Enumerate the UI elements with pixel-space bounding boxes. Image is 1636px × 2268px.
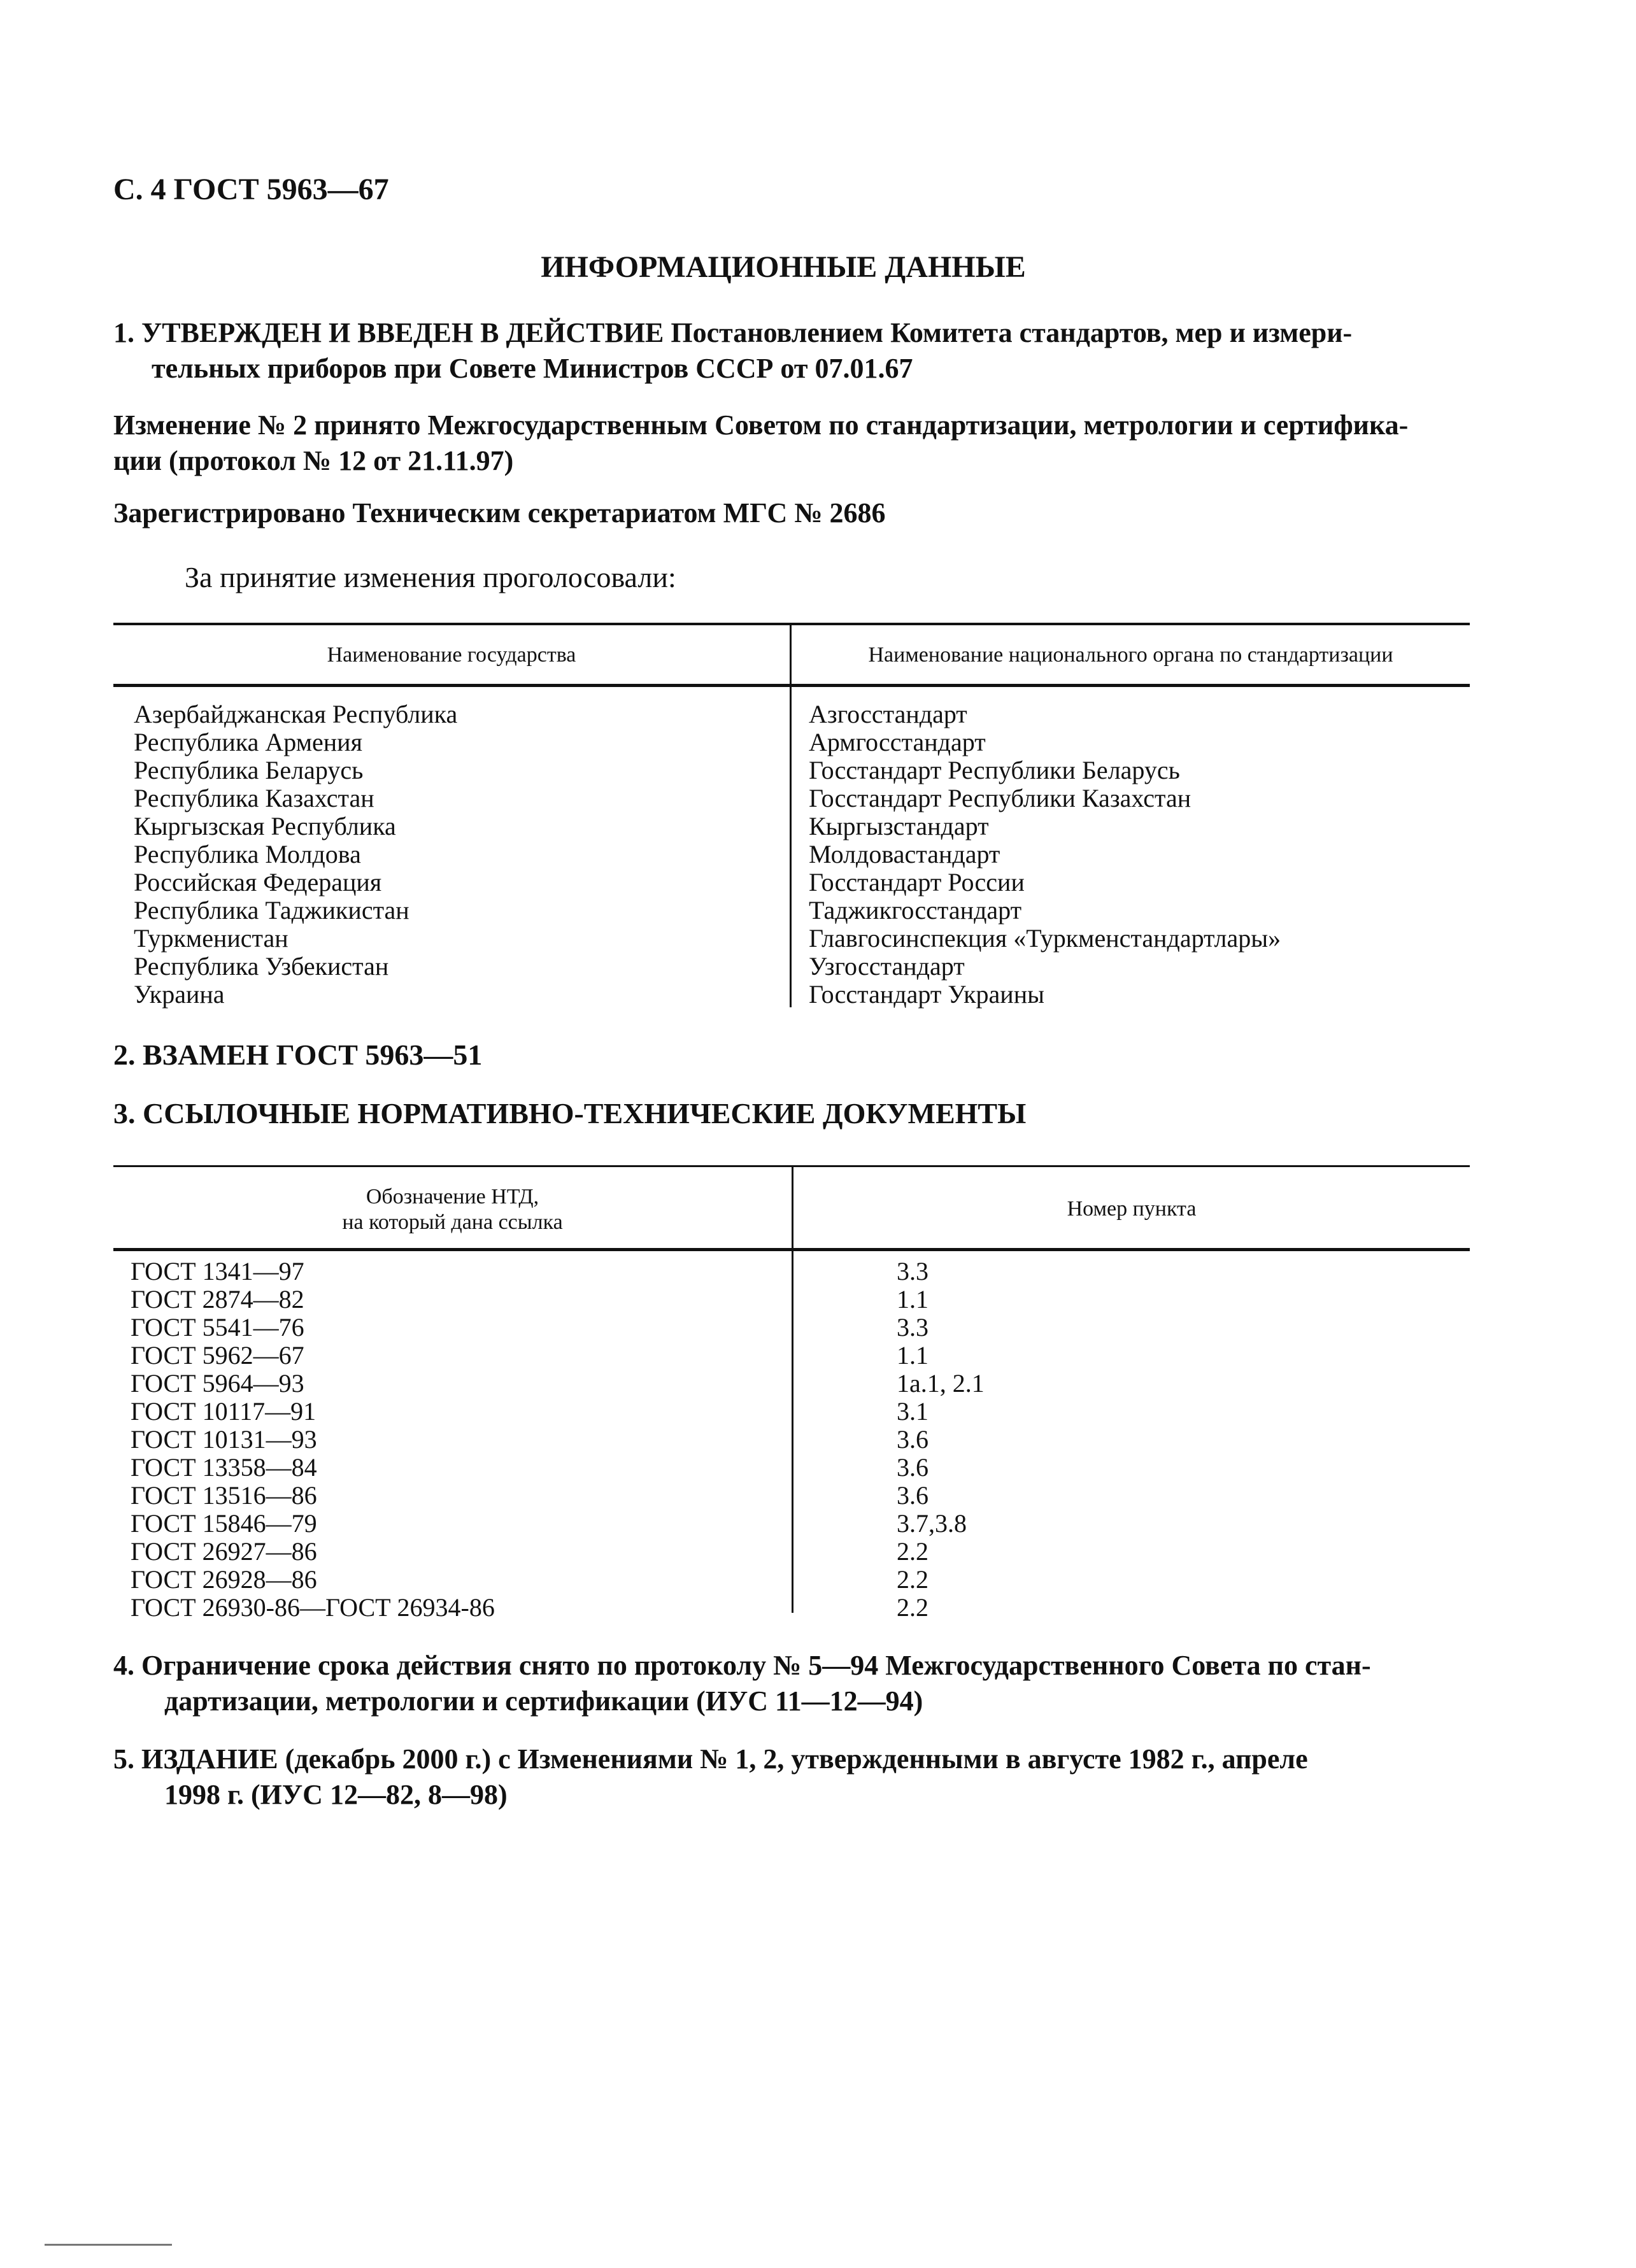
ref-item-row: 3.1 — [897, 1397, 928, 1426]
ref-item-row: 2.2 — [897, 1593, 928, 1622]
body-row: Госстандарт Республики Казахстан — [809, 784, 1191, 812]
body-row: Таджикгосстандарт — [809, 896, 1022, 925]
ref-table-divider — [792, 1167, 793, 1613]
state-row: Республика Армения — [134, 728, 362, 756]
section-2-replaces: 2. ВЗАМЕН ГОСТ 5963—51 — [113, 1038, 483, 1071]
ref-item-row: 1.1 — [897, 1341, 928, 1370]
section-4-validity — [113, 1648, 1483, 1719]
ref-item-row: 3.3 — [897, 1313, 928, 1342]
ref-doc-row: ГОСТ 10117—91 — [131, 1397, 317, 1426]
footer-rule — [45, 2244, 172, 2246]
page-header: С. 4 ГОСТ 5963—67 — [113, 173, 389, 206]
state-row: Туркменистан — [134, 924, 288, 953]
vote-table-divider — [790, 625, 792, 1007]
section-4-line-2: дартизации, метрологии и сертификации (ИУС 11—12—94) — [164, 1685, 923, 1717]
ref-doc-row: ГОСТ 26928—86 — [131, 1565, 317, 1594]
ref-doc-row: ГОСТ 15846—79 — [131, 1509, 317, 1538]
state-row: Республика Молдова — [134, 840, 361, 868]
section-1-approval — [113, 315, 1483, 386]
ref-item-row: 3.3 — [897, 1257, 928, 1286]
page-title: ИНФОРМАЦИОННЫЕ ДАННЫЕ — [541, 250, 1026, 284]
ref-doc-row: ГОСТ 26930-86—ГОСТ 26934-86 — [131, 1593, 495, 1622]
ref-item-row: 3.6 — [897, 1453, 928, 1482]
ref-doc-row: ГОСТ 5541—76 — [131, 1313, 304, 1342]
body-row: Госстандарт Республики Беларусь — [809, 756, 1180, 784]
ref-header-doc-line-2: на который дана ссылка — [342, 1210, 563, 1234]
ref-doc-row: ГОСТ 5962—67 — [131, 1341, 304, 1370]
section-5-line-2: 1998 г. (ИУС 12—82, 8—98) — [164, 1779, 508, 1810]
ref-table-docs — [131, 1258, 495, 1622]
vote-table-top-rule — [113, 623, 1470, 625]
section-4-line-1: 4. Ограничение срока действия снято по протоколу № 5—94 Межгосударственного Совета по стан- — [113, 1650, 1371, 1681]
vote-table-header-rule — [113, 684, 1470, 687]
ref-doc-row: ГОСТ 13358—84 — [131, 1453, 317, 1482]
section-5-line-1: 5. ИЗДАНИЕ (декабрь 2000 г.) с Изменениями № 1, 2, утвержденными в августе 1982 г., апреле — [113, 1743, 1308, 1775]
amendment-note — [113, 408, 1483, 479]
ref-item-row: 3.6 — [897, 1425, 928, 1454]
amendment-line-1: Изменение № 2 принято Межгосударственным Советом по стандартизации, метрологии и сертифика- — [113, 409, 1409, 441]
body-row: Госстандарт Украины — [809, 980, 1044, 1009]
section-5-edition — [113, 1741, 1483, 1813]
ref-item-row: 3.6 — [897, 1481, 928, 1510]
vote-table-header-state: Наименование государства — [327, 643, 576, 667]
ref-doc-row: ГОСТ 13516—86 — [131, 1481, 317, 1510]
ref-table-header-item: Номер пункта — [1067, 1197, 1197, 1221]
vote-table-bodies — [809, 700, 1281, 1009]
state-row: Азербайджанская Республика — [134, 700, 458, 728]
ref-item-row: 3.7,3.8 — [897, 1509, 967, 1538]
vote-table-header-body: Наименование национального органа по стандартизации — [868, 643, 1393, 667]
ref-doc-row: ГОСТ 5964—93 — [131, 1369, 304, 1398]
ref-table-header-doc — [113, 1184, 792, 1235]
state-row: Российская Федерация — [134, 868, 382, 897]
state-row: Кыргызская Республика — [134, 812, 396, 840]
ref-item-row: 1а.1, 2.1 — [897, 1369, 985, 1398]
ref-item-row: 2.2 — [897, 1565, 928, 1594]
ref-item-row: 1.1 — [897, 1285, 928, 1314]
body-row: Армгосстандарт — [809, 728, 986, 756]
vote-intro: За принятие изменения проголосовали: — [185, 561, 676, 593]
ref-header-doc-line-1: Обозначение НТД, — [366, 1185, 539, 1208]
ref-table-items — [897, 1258, 985, 1622]
state-row: Украина — [134, 980, 225, 1009]
state-row: Республика Узбекистан — [134, 952, 389, 981]
ref-doc-row: ГОСТ 10131—93 — [131, 1425, 317, 1454]
body-row: Кыргызстандарт — [809, 812, 989, 840]
body-row: Азгосстандарт — [809, 700, 967, 728]
amendment-line-2: ции (протокол № 12 от 21.11.97) — [113, 445, 514, 476]
section-1-line-2: тельных приборов при Совете Министров СССР от 07.01.67 — [152, 353, 913, 384]
state-row: Республика Казахстан — [134, 784, 374, 812]
state-row: Республика Таджикистан — [134, 896, 409, 925]
body-row: Госстандарт России — [809, 868, 1025, 897]
body-row: Узгосстандарт — [809, 952, 965, 981]
ref-doc-row: ГОСТ 26927—86 — [131, 1537, 317, 1566]
registration-note: Зарегистрировано Техническим секретариатом МГС № 2686 — [113, 497, 886, 528]
ref-doc-row: ГОСТ 2874—82 — [131, 1285, 304, 1314]
section-3-references-title: 3. ССЫЛОЧНЫЕ НОРМАТИВНО-ТЕХНИЧЕСКИЕ ДОКУМЕНТЫ — [113, 1097, 1027, 1130]
body-row: Молдовастандарт — [809, 840, 1000, 868]
body-row: Главгосинспекция «Туркменстандартлары» — [809, 924, 1281, 953]
section-1-line-1: 1. УТВЕРЖДЕН И ВВЕДЕН В ДЕЙСТВИЕ Постановлением Комитета стандартов, мер и измери- — [113, 317, 1353, 348]
ref-doc-row: ГОСТ 1341—97 — [131, 1257, 304, 1286]
vote-table-states — [134, 700, 457, 1009]
state-row: Республика Беларусь — [134, 756, 364, 784]
ref-item-row: 2.2 — [897, 1537, 928, 1566]
